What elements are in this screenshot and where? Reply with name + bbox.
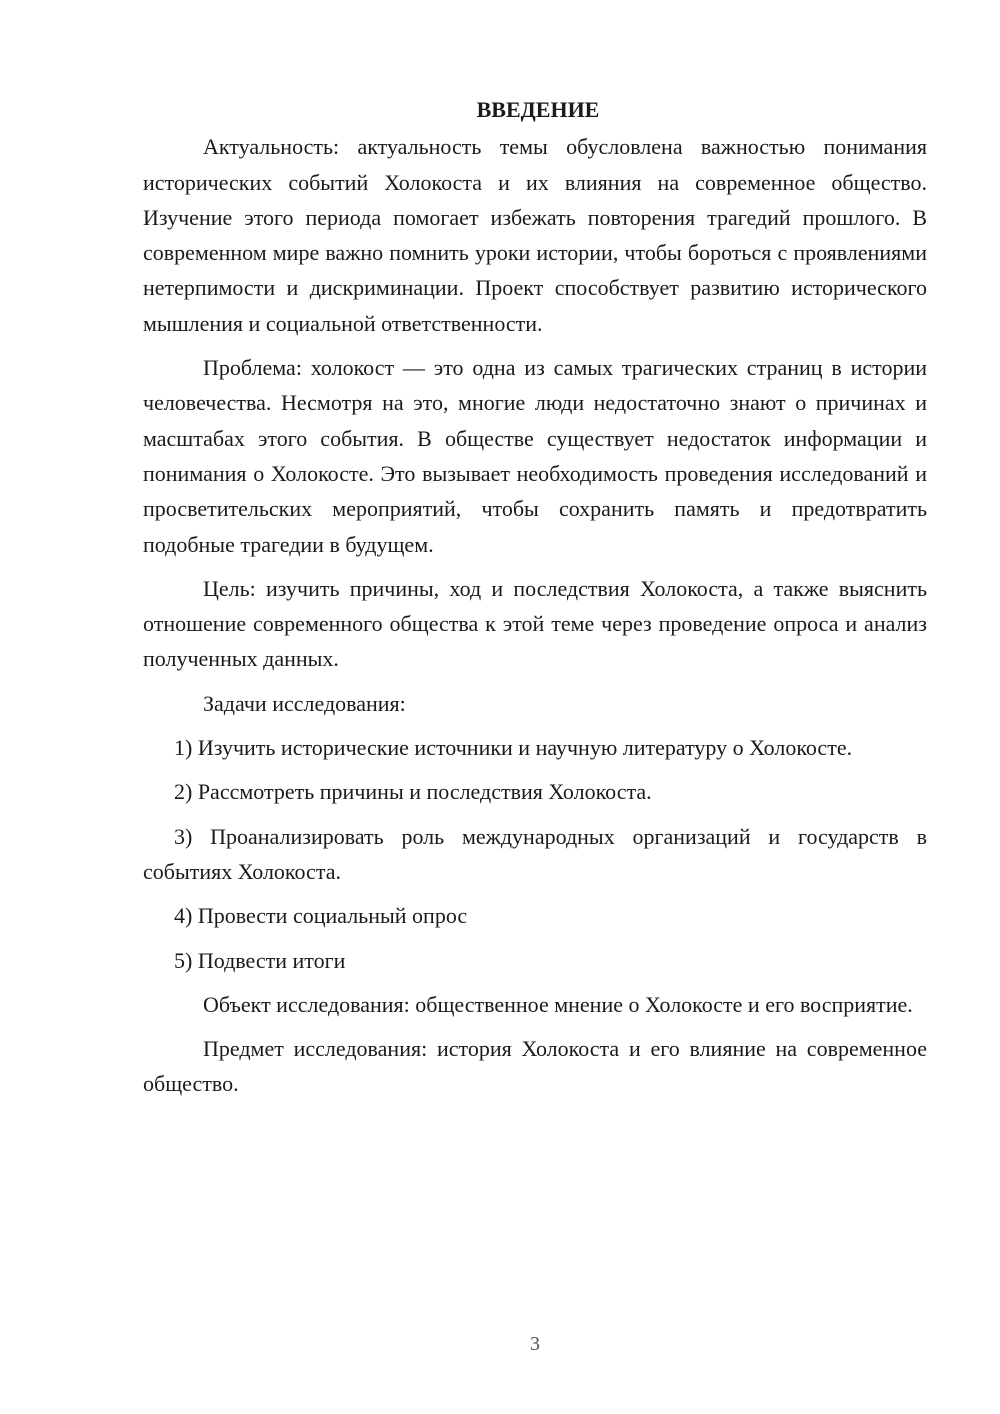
- task-item: 5) Подвести итоги: [174, 947, 346, 973]
- paragraph-goal: Цель: изучить причины, ход и последствия Холокоста, а также выяснить отношение современного общества к этой теме через проведение опроса и анализ полученных данных.: [143, 575, 927, 672]
- paragraph-tasks-heading: Задачи исследования:: [203, 690, 406, 716]
- page-content: [143, 92, 927, 1111]
- task-item: 3) Проанализировать роль международных организаций и государств в событиях Холокоста.: [143, 823, 927, 884]
- paragraph-subject: Предмет исследования: история Холокоста и его влияние на современное общество.: [143, 1036, 927, 1097]
- page-number: 3: [530, 1333, 540, 1355]
- paragraph-relevance: Актуальность: актуальность темы обусловлена важностью понимания исторических событий Холокоста и их влияния на современное общество. Изучение этого периода помогает избежать повторения трагедий прошлого. В современном мире важно помнить уроки истории, чтобы бороться с проявлениями нетерпимости и дискриминации. Проект способствует развитию исторического мышления и социальной ответственности.: [143, 134, 927, 336]
- section-heading: ВВЕДЕНИЕ: [476, 97, 600, 122]
- task-item: 1) Изучить исторические источники и научную литературу о Холокосте.: [174, 735, 853, 761]
- paragraph-object: Объект исследования: общественное мнение о Холокосте и его восприятие.: [203, 991, 913, 1017]
- task-item: 2) Рассмотреть причины и последствия Холокоста.: [174, 779, 652, 805]
- paragraph-problem: Проблема: холокост — это одна из самых трагических страниц в истории человечества. Несмотря на это, многие люди недостаточно знают о причинах и масштабах этого события. В обществе существует недостаток информации и понимания о Холокосте. Это вызывает необходимость проведения исследований и просветительских мероприятий, чтобы сохранить память и предотвратить подобные трагедии в будущем.: [143, 355, 927, 557]
- task-item: 4) Провести социальный опрос: [174, 903, 468, 929]
